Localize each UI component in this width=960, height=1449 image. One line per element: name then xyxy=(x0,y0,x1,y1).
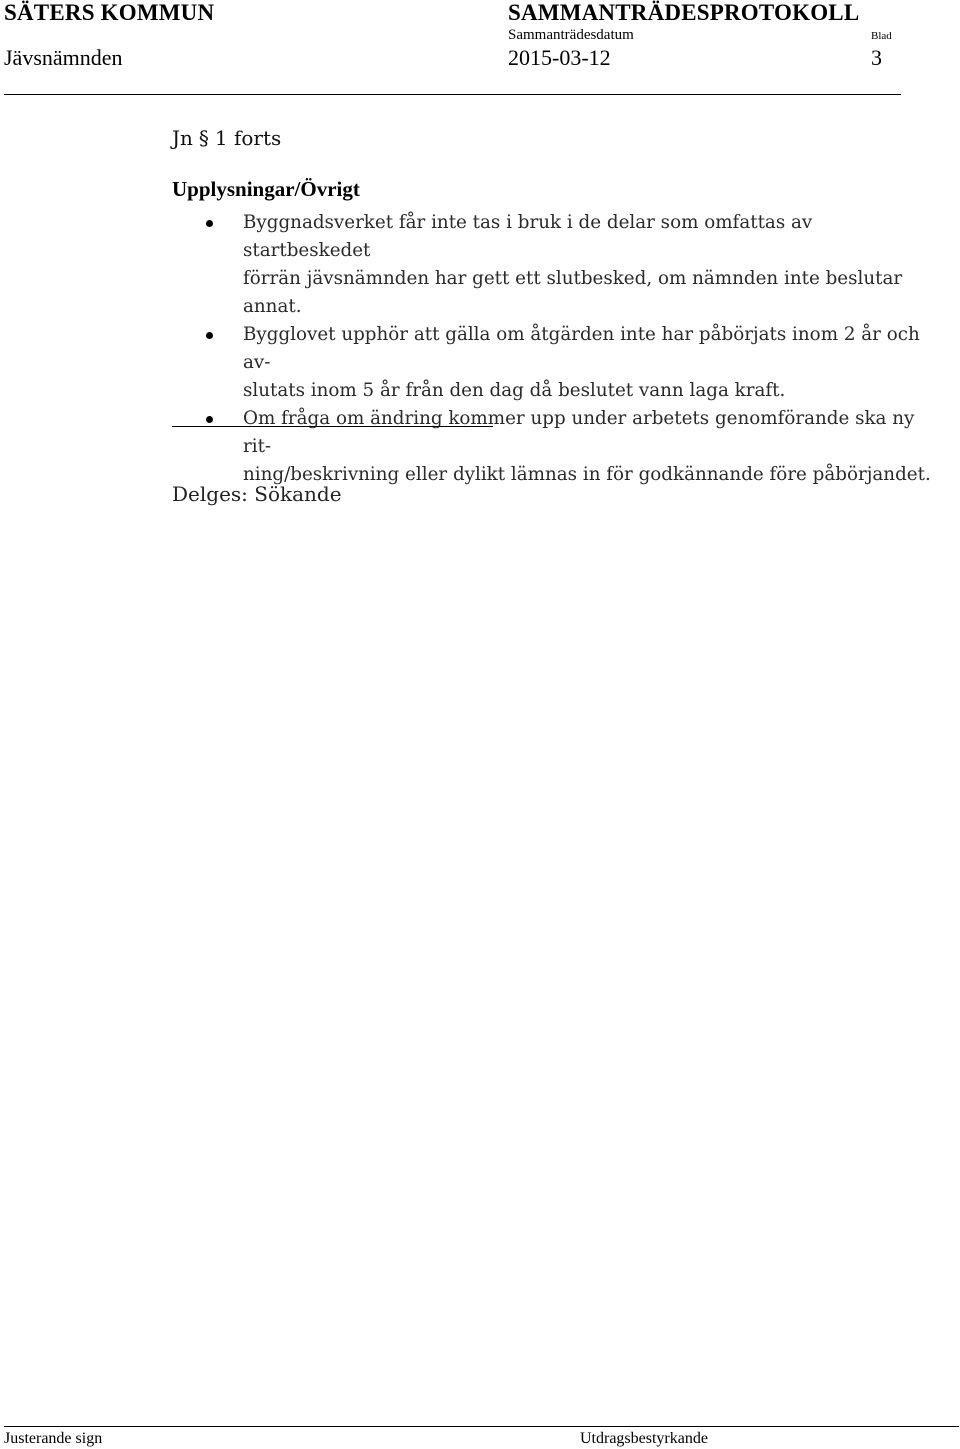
bullet-icon xyxy=(206,416,213,423)
content-divider xyxy=(172,426,493,427)
page-label: Blad xyxy=(871,30,892,42)
section-reference xyxy=(172,126,281,150)
bullet-icon xyxy=(206,332,213,339)
date-label: Sammanträdesdatum xyxy=(508,27,634,43)
list-item-line: Om fråga om ändring kommer upp under arbetets genomförande ska ny rit- xyxy=(243,408,915,457)
list-item xyxy=(172,405,942,489)
list-item-line: Byggnadsverket får inte tas i bruk i de delar som omfattas av startbeskedet xyxy=(243,212,813,261)
list-item xyxy=(172,321,942,405)
committee-name: Jävsnämnden xyxy=(4,45,123,70)
list-item-line: förrän jävsnämnden har gett ett slutbesked, om nämnden inte beslutar annat. xyxy=(243,268,903,317)
list-item xyxy=(172,209,942,321)
list-item-line: ning/beskrivning eller dylikt lämnas in för godkännande före påbörjandet. xyxy=(243,464,931,485)
organization-name: SÄTERS KOMMUN xyxy=(4,0,215,25)
footer-certification-label: Utdragsbestyrkande xyxy=(580,1430,708,1447)
bullet-icon xyxy=(206,220,213,227)
meeting-date: 2015-03-12 xyxy=(508,45,611,70)
list-item-line: Bygglovet upphör att gälla om åtgärden inte har påbörjats inom 2 år och av- xyxy=(243,324,920,373)
list-item-line: slutats inom 5 år från den dag då beslutet vann laga kraft. xyxy=(243,380,786,401)
footer-signature-label: Justerande sign xyxy=(4,1430,103,1447)
header-divider xyxy=(4,94,901,95)
section-sign: § xyxy=(198,126,209,150)
bullet-list xyxy=(172,209,942,489)
section-prefix: Jn xyxy=(172,126,193,150)
footer-divider xyxy=(4,1426,959,1427)
page-number: 3 xyxy=(871,45,882,70)
section-suffix: 1 forts xyxy=(214,126,282,150)
subheading: Upplysningar/Övrigt xyxy=(172,177,360,201)
recipients: Delges: Sökande xyxy=(172,482,342,506)
document-title: SAMMANTRÄDESPROTOKOLL xyxy=(508,0,860,25)
